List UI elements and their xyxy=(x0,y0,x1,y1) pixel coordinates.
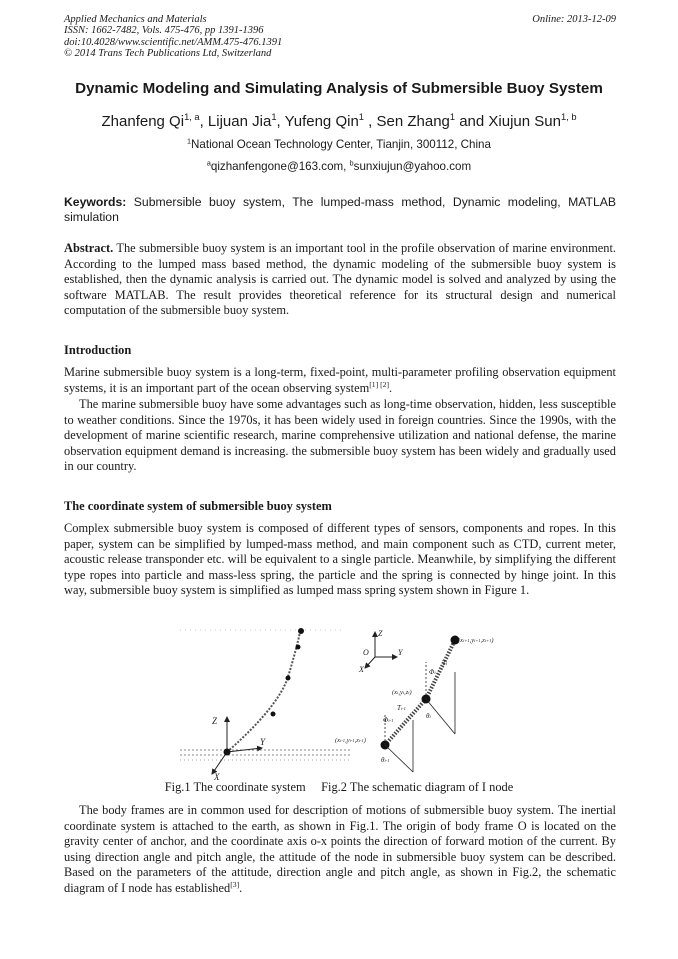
coord-part: i xyxy=(402,690,405,695)
copyright-line: © 2014 Trans Tech Publications Ltd, Switzerland xyxy=(64,47,272,59)
author-name: Xiujun Sun xyxy=(488,113,561,130)
t-part: T xyxy=(442,659,446,667)
phi-part: i xyxy=(434,670,436,675)
coord-part: ,z xyxy=(404,689,409,696)
coord-part: (x xyxy=(392,689,398,696)
citation-ref[interactable]: [1] [2] xyxy=(369,379,390,389)
coord-part: i+1 xyxy=(484,638,492,643)
x-label: X xyxy=(214,772,220,782)
fig2-node-diagram xyxy=(335,629,494,772)
theta-part: θ xyxy=(381,756,385,764)
author-name: Sen Zhang xyxy=(376,113,450,130)
coord-part: ,y xyxy=(469,637,475,644)
phi-part: i-1 xyxy=(388,718,394,723)
coord-part: ) xyxy=(363,737,366,744)
figure-captions xyxy=(0,780,678,795)
figure-diagram xyxy=(170,622,570,782)
coord-part: ,y xyxy=(398,689,403,696)
coord-label-i-minus-1 xyxy=(335,737,366,744)
y-label: Y xyxy=(260,737,266,747)
coord-part: ,z xyxy=(480,637,485,644)
anchor-node xyxy=(224,749,231,756)
intro-p1-text: Marine submersible buoy system is a long-term, fixed-point, multi-parameter profiling observation equipment systems, it is an important part of the ocean observing system xyxy=(64,365,616,395)
author-name: Zhanfeng Qi xyxy=(101,113,185,130)
doi-line: doi:10.4028/www.scientific.net/AMM.475-476.1391 xyxy=(64,36,283,48)
coord-part: i+1 xyxy=(463,638,470,643)
figure-svg xyxy=(170,622,570,782)
coord-part: ) xyxy=(491,637,494,644)
keywords-label: Keywords: xyxy=(64,195,127,209)
abstract-text: The submersible buoy system is an important tool in the profile observation of marine environment. According to the lumped mass based method, the dynamic modeling of the submersible buoy system is established, then the dynamic analysis is carried out. The dynamic model is solved and analyzed by using the software MATLAB. The result provides theoretical reference for its structural design and numerical computation of the submersible buoy system. xyxy=(64,241,616,318)
coord-paragraph-1: Complex submersible buoy system is composed of different types of sensors, components and ropes. In this paper, system can be simplified by lumped-mass method, and main component such as CTD, current meter, acoustic release transponder etc. will be equivalent to a single particle. Meanwhile, by simplifying the different type ropes into particle and mass-less spring, the particle and the spring is connected by hinge joint. In this way, submersible buoy system is simplified as lumped mass spring system shown in Figure 1. xyxy=(64,521,616,598)
coord-part: i+1 xyxy=(474,638,481,643)
z-label-small: Z xyxy=(378,629,383,638)
body-p1-end: . xyxy=(239,880,243,895)
coord-part: ,y xyxy=(345,737,350,744)
author-sep: , xyxy=(199,113,208,130)
coord-part: i-1 xyxy=(349,738,355,743)
x-axis xyxy=(212,752,227,774)
email-sup: b xyxy=(349,158,354,168)
page-header xyxy=(64,14,616,59)
coord-part: ) xyxy=(409,689,412,696)
author-sep: , xyxy=(363,113,377,130)
theta-i-label xyxy=(426,712,431,720)
coord-part: ,z xyxy=(354,737,359,744)
intro-p1-end: . xyxy=(389,380,393,395)
author-sup: 1, b xyxy=(560,112,577,123)
email-sup: a xyxy=(206,158,211,168)
abstract-label: Abstract. xyxy=(64,241,114,255)
coord-label-i-plus-1 xyxy=(458,637,494,644)
citation-ref[interactable]: [3] xyxy=(230,880,240,890)
x-axis-small xyxy=(365,657,375,668)
o-label-small: O xyxy=(363,648,369,657)
mooring-line xyxy=(227,632,300,752)
phi-part: Φ xyxy=(429,668,435,676)
section-heading-coordinate: The coordinate system of submersible buoy system xyxy=(64,499,332,513)
fig1-coordinate-system xyxy=(180,628,350,782)
theta-part: i-1 xyxy=(384,758,390,763)
issn-line: ISSN: 1662-7482, Vols. 475-476, pp 1391-1396 xyxy=(64,25,264,37)
email-a[interactable]: qizhanfengone@163.com, xyxy=(210,160,350,173)
intro-paragraph-1 xyxy=(64,365,616,396)
body-p1-text: The body frames are in common used for description of motions of submersible buoy system. The inertial coordinate system is attached to the earth, as shown in Fig.1. The origin of body frame O is located on the gravity center of anchor, and the coordinate axis o-x points the direction of forward motion of the current. By using direction angle and pitch angle, the attitude of the node in submersible buoy system can be described. Based on the parameters of the attitude, direction angle and pitch angle, as shown in Fig.2, the schematic diagram of I node has established xyxy=(64,803,616,895)
author-sup: 1 xyxy=(358,112,364,123)
mass-node xyxy=(286,676,291,681)
author-sep: and xyxy=(455,113,489,130)
z-label: Z xyxy=(212,716,218,726)
journal-name: Applied Mechanics and Materials xyxy=(64,14,207,25)
theta-part: i xyxy=(429,714,431,719)
section-heading-introduction: Introduction xyxy=(64,343,132,357)
coord-part: i xyxy=(397,690,399,695)
body-paragraph-1 xyxy=(64,803,616,897)
author-list xyxy=(0,113,678,130)
t-im1-label xyxy=(397,704,406,712)
coord-part: i-1 xyxy=(358,738,364,743)
buoy-node xyxy=(298,628,304,634)
mass-node xyxy=(296,645,301,650)
author-sup: 1 xyxy=(271,112,277,123)
author-sup: 1 xyxy=(449,112,456,123)
author-sep: , xyxy=(276,113,285,130)
phi-im1-label xyxy=(383,716,393,724)
coord-label-i xyxy=(392,689,412,696)
author-name: Yufeng Qin xyxy=(284,113,359,130)
mass-node xyxy=(271,712,276,717)
keywords xyxy=(64,195,616,224)
t-i-label xyxy=(442,659,448,667)
phi-i-label xyxy=(429,668,436,676)
caption-fig2: Fig.2 The schematic diagram of I node xyxy=(321,780,514,794)
author-name: Lijuan Jia xyxy=(207,113,272,130)
coord-part: i xyxy=(408,690,410,695)
abstract xyxy=(64,241,616,319)
caption-fig1: Fig.1 The coordinate system xyxy=(164,780,306,794)
email-b[interactable]: sunxiujun@yahoo.com xyxy=(353,160,472,173)
coord-part: (x xyxy=(458,637,464,644)
author-emails xyxy=(0,160,678,173)
affiliation xyxy=(0,138,678,151)
intro-paragraph-2: The marine submersible buoy have some advantages such as long-time observation, hidden, less susceptible to weather conditions. Since the 1970s, it has been widely used in foreign countries. Since the 1990s, with the development of marine scientific research, marine comprehensive utilization and national defense, the marine observation equipment demand is increasing. the submersible buoy system has been widely and gradually used in our country. xyxy=(64,397,616,474)
affiliation-sup: 1 xyxy=(187,136,192,146)
theta-im1-label xyxy=(381,756,389,764)
affiliation-text: National Ocean Technology Center, Tianjin, 300112, China xyxy=(191,138,491,151)
online-date: Online: 2013-12-09 xyxy=(532,14,616,25)
t-part: i-1 xyxy=(400,706,406,711)
paper-title: Dynamic Modeling and Simulating Analysis of Submersible Buoy System xyxy=(75,80,603,97)
author-sup: 1, a xyxy=(184,112,200,123)
t-part: i xyxy=(445,661,448,666)
phi-part: Φ xyxy=(383,716,389,724)
keywords-text: Submersible buoy system, The lumped-mass method, Dynamic modeling, MATLAB simulation xyxy=(64,195,616,224)
t-part: T xyxy=(397,704,401,712)
x-label-small: X xyxy=(359,665,364,674)
coord-part: i-1 xyxy=(340,738,346,743)
theta-part: θ xyxy=(426,712,430,720)
y-label-small: Y xyxy=(398,648,403,657)
coord-part: (x xyxy=(335,737,341,744)
